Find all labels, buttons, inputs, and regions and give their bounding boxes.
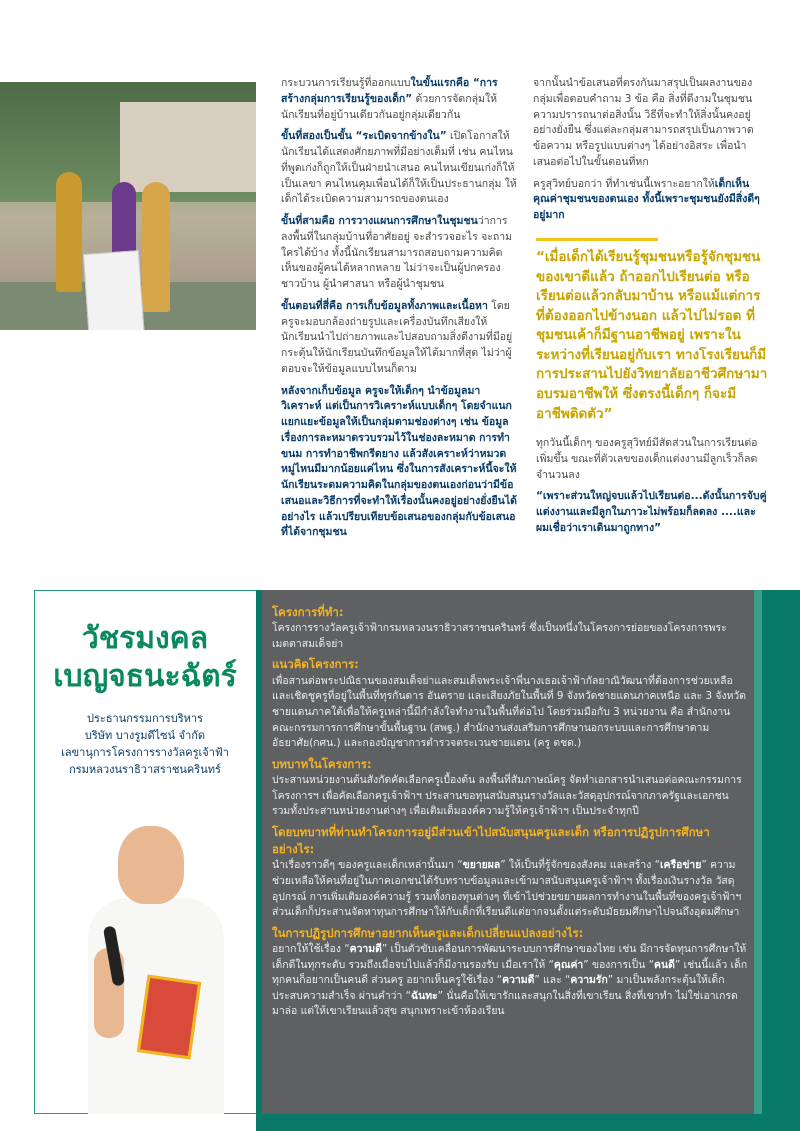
article-column-right [533, 76, 769, 230]
section-heading: โดยบทบาทที่ท่านทำโครงการอยู่มีส่วนเข้าไปสนับสนุนครูและเด็ก หรือการปฏิรูปการศึกษาอย่างไร: [272, 824, 710, 857]
section-heading: บทบาทในโครงการ: [272, 756, 372, 771]
section-body: ประสานหน่วยงานต้นสังกัดคัดเลือกครูเบื้องต้น ลงพื้นที่สัมภาษณ์ครู จัดทำเอกสารนำเสนอต่อคณะกรรมการโครงการฯ เพื่อคัดเลือกครูเจ้าฟ้าฯ ประสานขอทุนสนับสนุนรางวัลและวัสดุอุปกรณ์จากภาครัฐและเอกชน รวมทั้งประสานหน่วยงานต่างๆ เพื่อเติมเต็มองค์ความรู้ให้ครูเจ้าฟ้าฯ เป็นประจำทุกปี [272, 774, 742, 818]
paragraph: หลังจากเก็บข้อมูล ครูจะให้เด็กๆ นำข้อมูลมาวิเคราะห์ แต่เป็นการวิเคราะห์แบบเด็กๆ โดยจำแนกแยกแยะข้อมูลให้เป็นกลุ่มตามช่องต่างๆ เช่น ข้อมูลเรื่องการละหมาดรวบรวมไว้ในช่องละหมาด การทำขนม การทำอาชีพกรีดยาง แล้วสังเคราะห์ว่าหมวดหมู่ไหนมีมากน้อยแค่ไหน ซึ่งในการสังเคราะห์นี้จะให้นักเรียนระดมความคิดในกลุ่มของตนเองก่อนว่ามีข้อเสนอและวิธีการที่จะทำให้เรื่องนั้นคงอยู่อย่างยั่งยืนได้อย่างไร แล้วเปรียบเทียบข้อเสนอของกลุ่มกับข้อเสนอที่ได้จากชุมชน [281, 384, 517, 539]
paragraph: ครูสุวิทย์บอกว่า ที่ทำเช่นนี้เพราะอยากให้เด็กเห็นคุณค่าชุมชนของตนเอง ทั้งนี้เพราะชุมชนยังมีสิ่งดีๆ อยู่มาก [533, 177, 760, 221]
article-column-left [281, 76, 517, 580]
paragraph: กระบวนการเรียนรู้ที่ออกแบบในขั้นแรกคือ “การสร้างกลุ่มการเรียนรู้ของเด็ก” ด้วยการจัดกลุ่มให้นักเรียนที่อยู่บ้านเดียวกันอยู่กลุ่มเดียวกัน [281, 77, 498, 121]
profile-last-name: เบญจธนะฉัตร์ [53, 658, 237, 694]
profile-name [34, 620, 256, 695]
profile-first-name: วัชรมงคล [81, 621, 209, 656]
paragraph: ขั้นที่สองเป็นขั้น “ระเบิดจากข้างใน” เปิดโอกาสให้นักเรียนได้แสดงศักยภาพที่มีอย่างเต็มที่ เช่น คนไหนที่พูดเก่งก็ถูกให้เป็นฝ่ายนำเสนอ คนไหนเขียนเก่งก็ให้เป็นเลขา คนไหนคุมเพื่อนได้ก็ให้เป็นประธานกลุ่ม ให้เด็กได้ระเบิดความสามารถของตนเอง [281, 130, 517, 206]
paragraph: จากนั้นนำข้อเสนอที่ตรงกันมาสรุปเป็นผลงานของกลุ่มเพื่อตอบคำถาม 3 ข้อ คือ สิ่งที่ดีงามในชุมชนความปรารถนาต่อสิ่งนั้น วิธีที่จะทำให้สิ่งนั้นคงอยู่อย่างยั่งยืน ซึ่งแต่ละกลุ่มสามารถสรุปเป็นภาพวาด ข้อความ หรือรูปแบบต่างๆ ได้อย่างอิสระ เพื่อนำเสนอต่อไปในขั้นตอนที่หก [533, 77, 754, 168]
speaker-photo [80, 818, 230, 1114]
section-heading: โครงการที่ทำ: [272, 605, 344, 619]
info-panel-content [272, 600, 750, 1022]
quote-divider [536, 238, 658, 241]
section-body: โครงการรางวัลครูเจ้าฟ้ากรมหลวงนราธิวาสราชนครินทร์ ซึ่งเป็นหนึ่งในโครงการย่อยของโครงการพระเมตตาสมเด็จย่า [272, 622, 727, 650]
paragraph: ขั้นที่สามคือ การวางแผนการศึกษาในชุมชนว่าการลงพื้นที่ในกลุ่มบ้านที่อาศัยอยู่ จะสำรวจอะไร จะถามใครได้บ้าง ทั้งนี้นักเรียนสามารถสอบถามความคิดเห็นของผู้คนได้หลากหลาย ไม่ว่าจะเป็นผู้ปกครอง ชาวบ้าน ผู้นำศาสนา หรือผู้นำชุมชน [281, 215, 513, 290]
section-body: อยากให้ใช้เรื่อง “ความดี” เป็นตัวขับเคลื่อนการพัฒนาระบบการศึกษาของไทย เช่น มีการจัดทุนการศึกษาให้เด็กดีในทุกระดับ รวมถึงเมื่อจบไปแล้วก็มีงานรองรับ เมื่อเราให้ “คุณค่า” ของการเป็น “คนดี” เช่นนี้แล้ว เด็กทุกคนก็อยากเป็นคนดี ส่วนครู อยากเห็นครูใช้เรื่อง “ความดี” และ “ความรัก” มาเป็นพลังกระตุ้นให้เด็กประสบความสำเร็จ ผ่านคำว่า “ฉันทะ” นั่นคือให้เขารักและสนุกในสิ่งที่เขาเรียน สิ่งที่เขาทำ ไม่ใช่เอาเกรดมาล่อ แต่ให้เขาเรียนแล้วสุข สนุกเพราะเข้าห้องเรียน [272, 943, 748, 1018]
info-panel-accent [754, 590, 762, 1114]
section-body: เพื่อสานต่อพระปณิธานของสมเด็จย่าและสมเด็จพระเจ้าพี่นางเธอเจ้าฟ้ากัลยาณิวัฒนาที่ต้องการช่วยเหลือและเชิดชูครูที่อยู่ในพื้นที่ทุรกันดาร อันตราย และเสียงภัยในพื้นที่ 9 จังหวัดชายแดนภาคเหนือ และ 3 จังหวัดชายแดนภาคใต้เพื่อให้ครูเหล่านี้มีกำลังใจทำงานในพื้นที่ต่อไป โดยร่วมมือกับ 3 หน่วยงาน คือ สำนักงานคณะกรรมการการศึกษาขั้นพื้นฐาน (สพฐ.) สำนักงานส่งเสริมการศึกษานอกระบบและการศึกษาตามอัธยาศัย(กศน.) และกองบัญชาการตำรวจตระเวนชายแดน (ครู ตชด.) [272, 674, 747, 750]
role-line: บริษัท บางรูมดีไซน์ จำกัด [84, 729, 206, 743]
pull-quote: “เมื่อเด็กได้เรียนรู้ชุมชนหรือรู้จักชุมชนของเขาดีแล้ว ถ้าออกไปเรียนต่อ หรือเรียนต่อแล้วกลับมาบ้าน หรือแม้แต่การที่ต้องออกไปข้างนอก แล้วไปไม่รอด ที่ชุมชนเค้าก็มีฐานอาชีพอยู่ เพราะในระหว่างที่เรียนอยู่กับเรา ทางโรงเรียนก็มีการประสานไปยังวิทยาลัยอาชีวศึกษามาอบรมอาชีพให้ ซึ่งตรงนี้เด็กๆ ก็จะมีอาชีพติดตัว” [536, 249, 768, 422]
after-quote-text [536, 436, 768, 543]
section-heading: แนวคิดโครงการ: [272, 657, 359, 672]
role-line: กรมหลวงนราธิวาสราชนครินทร์ [69, 763, 221, 777]
section-body: นำเรื่องราวดีๆ ของครูและเด็กเหล่านั้นมา “ขยายผล” ให้เป็นที่รู้จักของสังคม และสร้าง “เครือข่าย” ความช่วยเหลือให้คนที่อยู่ในภาคเอกชนได้รับทราบข้อมูลและเข้ามาสนับสนุนครูเจ้าฟ้าฯ ทั้งเรื่องเงินรางวัล วัสดุอุปกรณ์ การเพิ่มเติมองค์ความรู้ รวมทั้งกองทุนต่างๆ ที่เข้าไปช่วยขยายผลการทำงานในพื้นที่ของครูเจ้าฟ้าฯ ส่วนเด็กก็ประสานจัดหาทุนการศึกษาให้กับเด็กที่เรียนดีแต่ยากจนตั้งแต่ระดับมัธยมศึกษาไปจนถึงอุดมศึกษา [272, 859, 742, 919]
profile-role [40, 710, 250, 778]
role-line: เลขานุการโครงการรางวัลครูเจ้าฟ้า [61, 746, 229, 760]
quote-paragraph: “เพราะส่วนใหญ่จบแล้วไปเรียนต่อ...ดังนั้นการจับคู่แต่งงานและมีลูกในภาวะไม่พร้อมก็ลดลง ....และผมเชื่อว่าเราเดินมาถูกทาง” [536, 490, 767, 534]
classroom-photo [0, 82, 256, 330]
paragraph: ขั้นตอนที่สี่คือ การเก็บข้อมูลทั้งภาพและเนื้อหา โดยครูจะมอบกล้องถ่ายรูปและเครื่องบันทึกเสียงให้นักเรียนนำไปถ่ายภาพและไปสอบถามสิ่งดีงามที่มีอยู่ กระตุ้นให้นักเรียนบันทึกข้อมูลให้ได้มากที่สุด ไม่ว่าผู้ตอบจะให้ข้อมูลแบบไหนก็ตาม [281, 299, 513, 375]
role-line: ประธานกรรมการบริหาร [87, 712, 203, 725]
section-heading: ในการปฏิรูปการศึกษาอยากเห็นครูและเด็กเปลี่ยนแปลงอย่างไร: [272, 925, 584, 940]
paragraph: ทุกวันนี้เด็กๆ ของครูสุวิทย์มีสัดส่วนในการเรียนต่อเพิ่มขึ้น ขณะที่ตัวเลขของเด็กแต่งงานมีลูกเร็วก็ลดจำนวนลง [536, 437, 758, 481]
